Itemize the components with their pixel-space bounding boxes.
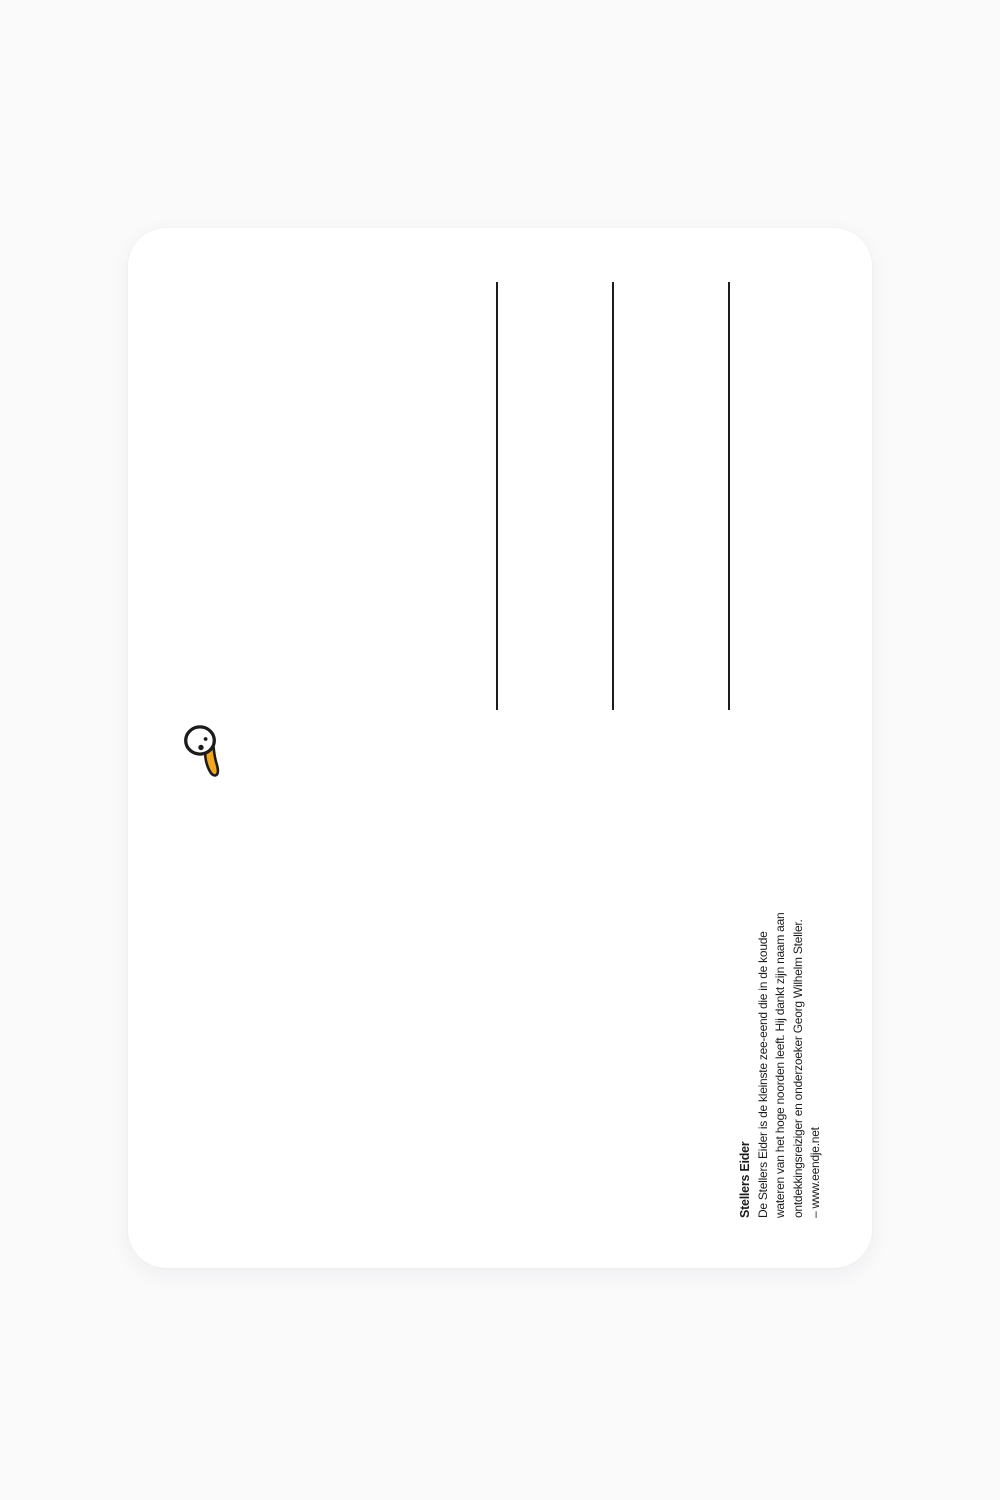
species-info-block bbox=[737, 878, 825, 1218]
address-line bbox=[496, 282, 498, 710]
species-description-line: De Stellers Eider is de kleinste zee-eend die in de koude bbox=[755, 931, 770, 1218]
address-line bbox=[728, 282, 730, 710]
species-description-line: wateren van het hoge noorden leeft. Hij dankt zijn naam aan bbox=[773, 912, 787, 1218]
species-description-line: ontdekkingsreiziger en onderzoeker Georg Wilhelm Steller. bbox=[790, 919, 805, 1218]
postcard-back bbox=[128, 228, 872, 1268]
species-title: Stellers Eider bbox=[738, 1141, 752, 1218]
duck-logo-icon bbox=[178, 714, 228, 784]
website-text: – www.eendje.net bbox=[808, 1127, 822, 1218]
address-line bbox=[612, 282, 614, 710]
